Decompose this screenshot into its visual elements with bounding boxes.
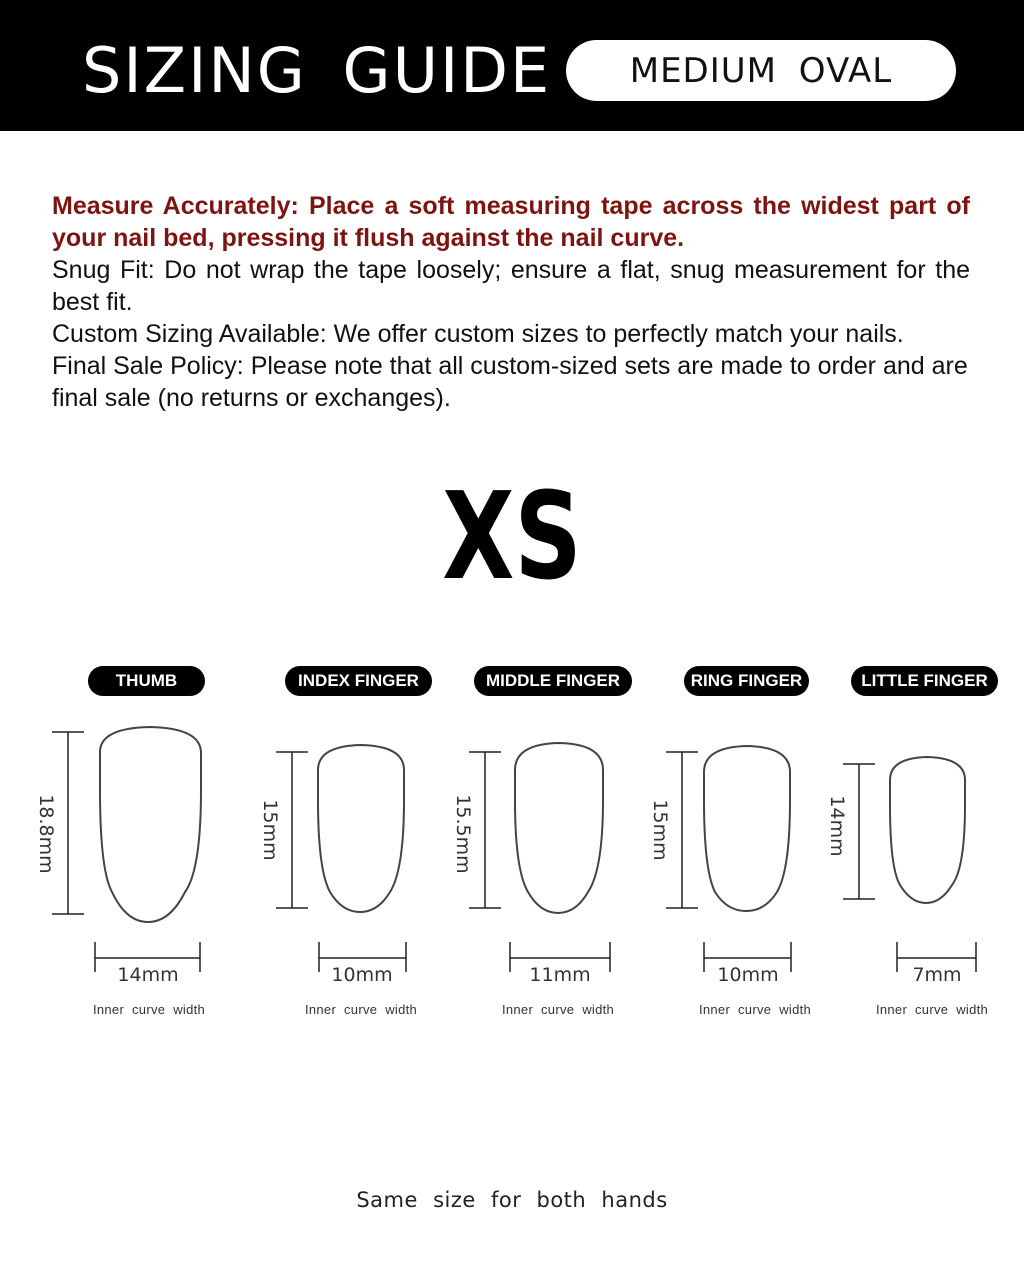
caption-thumb: Inner curve width (92, 1002, 206, 1017)
width-label-ring: 10mm (717, 964, 779, 986)
size-label: XS (442, 468, 582, 607)
width-label-thumb: 14mm (117, 964, 179, 986)
length-label-little: 14mm (826, 795, 848, 857)
width-label-middle: 11mm (529, 964, 591, 986)
finger-label-little: LITTLE FINGER (851, 666, 998, 696)
width-label-index: 10mm (331, 964, 393, 986)
width-label-little: 7mm (912, 964, 962, 986)
length-label-index: 15mm (259, 799, 281, 861)
nail-outline-little (890, 757, 965, 903)
finger-label-middle: MIDDLE FINGER (474, 666, 632, 696)
finger-label-ring: RING FINGER (684, 666, 809, 696)
length-label-thumb: 18.8mm (35, 794, 57, 874)
caption-middle: Inner curve width (501, 1002, 615, 1017)
caption-ring: Inner curve width (698, 1002, 812, 1017)
caption-little: Inner curve width (875, 1002, 989, 1017)
finger-label-index: INDEX FINGER (285, 666, 432, 696)
instruction-snug-fit: Snug Fit: Do not wrap the tape loosely; ensure a flat, snug measurement for the best fit. (52, 256, 970, 316)
instruction-measure-accurately: Measure Accurately: Place a soft measuring tape across the widest part of your nail bed, pressing it flush against the nail curve. (52, 192, 970, 252)
nail-outline-ring (704, 746, 790, 911)
finger-label-thumb: THUMB (88, 666, 205, 696)
nail-outline-middle (515, 743, 603, 913)
page-title: SIZING GUIDE (82, 34, 552, 107)
nail-outline-thumb (100, 727, 201, 922)
length-label-middle: 15.5mm (452, 794, 474, 874)
instruction-custom-sizing: Custom Sizing Available: We offer custom sizes to perfectly match your nails. (52, 320, 904, 348)
instruction-final-sale: Final Sale Policy: Please note that all custom-sized sets are made to order and are final sale (no returns or exchanges). (52, 352, 968, 412)
shape-badge-label: MEDIUM OVAL (629, 50, 893, 91)
footer-note: Same size for both hands (356, 1188, 668, 1212)
caption-index: Inner curve width (304, 1002, 418, 1017)
nail-outline-index (318, 745, 404, 912)
length-label-ring: 15mm (649, 799, 671, 861)
